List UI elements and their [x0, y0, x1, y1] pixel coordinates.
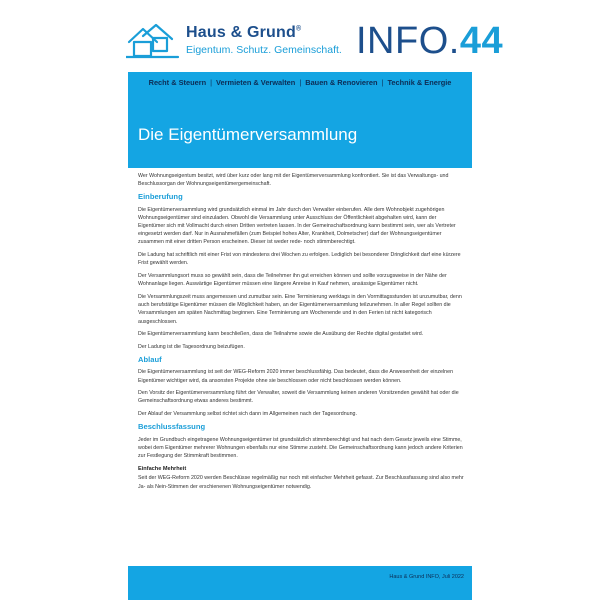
paragraph: Die Eigentümerversammlung wird grundsätzlich einmal im Jahr durch den Verwalter einberufen. Alle dem Wohnobjekt zugehörigen Wohnungseigentümer sind einzuladen. Obwohl die Versammlung unter Ausschluss der Öffentlichkeit abgehalten wird, kann der Eigentümer sich mit Vollmacht durch einen Dritten vertreten lassen. In der Gemeinschaftsordnung kann bestimmt sein, wer als Vertreter eingesetzt werden darf. Nur in Ausnahmefällen (zum Beispiel hohes Alter, Krankheit, Dolmetscher) darf der Wohnungseigentümer zusammen mit einer dritten Person erscheinen. Dieser ist weder rede- noch stimmberechtigt. — [138, 206, 456, 246]
nav-item-bauen-renovieren[interactable]: Bauen & Renovieren — [305, 78, 378, 87]
section-heading-beschlussfassung: Beschlussfassung — [138, 422, 206, 432]
house-logo-icon — [126, 22, 180, 60]
article-body — [138, 172, 464, 495]
nav-separator: | — [299, 78, 302, 87]
info-number-value: 44 — [459, 20, 504, 62]
paragraph: Der Ladung ist die Tagesordnung beizufügen. — [138, 343, 245, 350]
category-nav — [128, 78, 472, 87]
haus-und-grund-logo — [126, 22, 342, 62]
footer-source: Haus & Grund INFO, Juli 2022 — [389, 574, 464, 580]
section-heading-ablauf: Ablauf — [138, 355, 162, 365]
intro-paragraph: Wer Wohnungseigentum besitzt, wird über kurz oder lang mit der Eigentümerversammlung konfrontiert. Sie ist das Verwaltungs- und Beschlussorgan der Wohnungseigentümergemeinschaft. — [138, 173, 449, 188]
section-heading-einberufung: Einberufung — [138, 192, 183, 202]
nav-item-technik-energie[interactable]: Technik & Energie — [387, 78, 452, 87]
footer-band — [128, 566, 472, 600]
brand-text: Haus & Grund — [186, 24, 296, 41]
info-prefix: INFO. — [356, 20, 460, 62]
paragraph: Die Ladung hat schriftlich mit einer Frist von mindestens drei Wochen zu erfolgen. Lediglich bei besonderer Dringlichkeit darf eine kürzere Frist gewählt werden. — [138, 252, 461, 267]
page-title: Die Eigentümerversammlung — [138, 125, 358, 144]
nav-separator: | — [381, 78, 384, 87]
paragraph: Seit der WEG-Reform 2020 werden Beschlüsse regelmäßig nur noch mit einfacher Mehrheit gefasst. Zur Beschlussfassung sind also mehr Ja- als Nein-Stimmen der erschienenen Wohnungseigentümer notwendig. — [138, 475, 464, 490]
paragraph: Der Versammlungsort muss so gewählt sein, dass die Teilnehmer ihn gut erreichen können und sollte vorzugsweise in der Nähe der Wohnanlage liegen. Auswärtige Eigentümer müssen eine längere Anreise in Kauf nehmen, ansässige Eigentümer nicht. — [138, 273, 447, 288]
paragraph: Die Eigentümerversammlung ist seit der WEG-Reform 2020 immer beschlussfähig. Das bedeutet, dass die Anwesenheit der einzelnen Eigentümer wichtiger wird, da ansonsten Projekte ohne sie beschlossen oder nicht beschlossen werden können. — [138, 369, 454, 384]
registered-mark: ® — [295, 25, 302, 33]
nav-item-recht-steuern[interactable]: Recht & Steuern — [148, 78, 207, 87]
paragraph: Den Vorsitz der Eigentümerversammlung führt der Verwalter, soweit die Versammlung keinen anderen Vorsitzenden gewählt hat oder die Gemeinschaftsordnung etwas anderes bestimmt. — [138, 390, 459, 405]
brand-tagline: Eigentum. Schutz. Gemeinschaft. — [186, 44, 342, 56]
subheading-einfache-mehrheit: Einfache Mehrheit — [138, 466, 187, 473]
brand-name — [186, 24, 301, 42]
paragraph: Jeder im Grundbuch eingetragene Wohnungseigentümer ist grundsätzlich stimmberechtigt und hat nach dem Gesetz jeweils eine Stimme, wobei dem Eigentümer mehrerer Wohnungen ebenfalls nur eine Stimme zusteht. Die Gemeinschaftsordnung kann jedoch andere Kriterien zur Festlegung der Stimmkraft bestimmen. — [138, 436, 463, 459]
paragraph: Der Ablauf der Versammlung selbst richtet sich dann im Allgemeinen nach der Tagesordnung. — [138, 411, 357, 418]
paragraph: Die Eigentümerversammlung kann beschließen, dass die Teilnahme sowie die Ausübung der Rechte digital gestattet wird. — [138, 331, 424, 338]
nav-separator: | — [210, 78, 213, 87]
title-band — [128, 72, 472, 168]
info-number — [356, 20, 503, 63]
nav-item-vermieten-verwalten[interactable]: Vermieten & Verwalten — [216, 78, 296, 87]
paragraph: Die Versammlungszeit muss angemessen und zumutbar sein. Eine Terminierung werktags in den Vormittagsstunden ist unzumutbar, denn auch berufstätige Eigentümer müssen die Möglichkeit haben, an der Eigentümerversammlung teilzunehmen. In aller Regel sollten die Versammlungen am späten Nachmittag beginnen. Eine Terminierung am Wochenende und in den Ferien ist nicht kategorisch ausgeschlossen. — [138, 293, 462, 325]
